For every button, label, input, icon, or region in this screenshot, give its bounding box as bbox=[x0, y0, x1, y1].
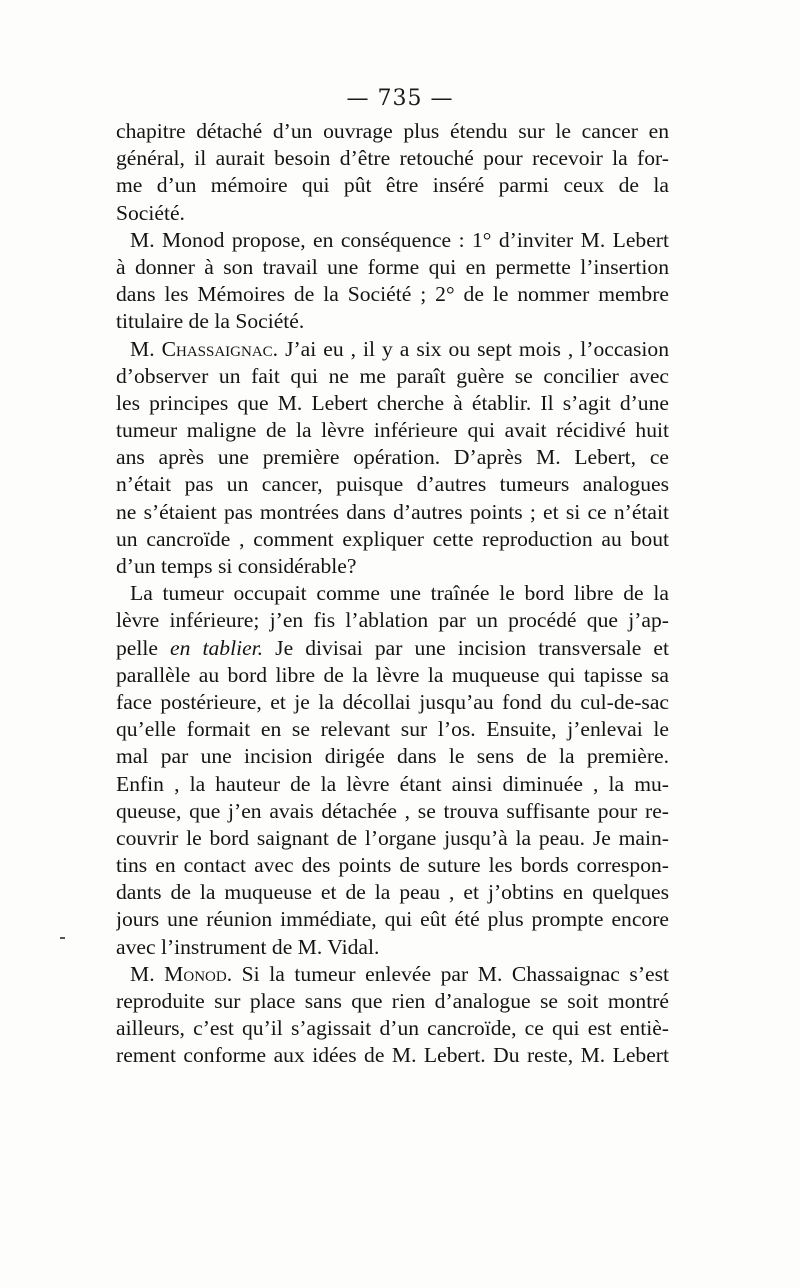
text-segment: M. bbox=[130, 336, 162, 361]
text-line bbox=[116, 934, 669, 961]
text-line bbox=[116, 1042, 669, 1069]
text-line bbox=[116, 281, 669, 308]
text-line bbox=[116, 689, 669, 716]
text-line bbox=[116, 200, 669, 227]
text-line bbox=[116, 852, 669, 879]
text-line bbox=[116, 145, 669, 172]
text-segment: Enfin , la hauteur de la lèvre étant ainsi diminuée , la mu- bbox=[116, 771, 669, 796]
text-segment: couvrir le bord saignant de l’organe jusqu’à la peau. Je main- bbox=[116, 825, 669, 850]
text-segment: tumeur maligne de la lèvre inférieure qui avait récidivé huit bbox=[116, 418, 669, 443]
text-segment: rement conforme aux idées de M. Lebert. Du reste, M. Lebert bbox=[116, 1043, 669, 1068]
text-segment: J’ai eu , il y a six ou sept mois , l’occasion bbox=[278, 336, 669, 361]
text-line bbox=[116, 444, 669, 471]
text-segment: chapitre détaché d’un ouvrage plus étendu sur le cancer en bbox=[116, 119, 669, 143]
text-line bbox=[116, 879, 669, 906]
text-line bbox=[116, 906, 669, 933]
text-line bbox=[116, 1015, 669, 1042]
text-line bbox=[116, 771, 669, 798]
text-segment: dants de la muqueuse et de la peau , et j’obtins en quelques bbox=[116, 880, 669, 905]
text-line bbox=[116, 580, 669, 607]
text-line bbox=[116, 526, 669, 553]
text-segment: parallèle au bord libre de la lèvre la muqueuse qui tapisse sa bbox=[116, 662, 669, 687]
text-line bbox=[116, 988, 669, 1015]
text-line bbox=[116, 390, 669, 417]
text-segment: ans après une première opération. D’après M. Lebert, ce bbox=[116, 445, 669, 470]
text-line bbox=[116, 227, 669, 254]
text-line bbox=[116, 363, 669, 390]
italic-term: en tablier. bbox=[170, 635, 264, 660]
margin-mark bbox=[60, 937, 65, 939]
text-segment: à donner à son travail une forme qui en permette l’insertion bbox=[116, 254, 669, 279]
text-line bbox=[116, 961, 669, 988]
text-segment: dans les Mémoires de la Société ; 2° de le nommer membre bbox=[116, 282, 669, 307]
text-line bbox=[116, 499, 669, 526]
text-segment: les principes que M. Lebert cherche à établir. Il s’agit d’une bbox=[116, 390, 669, 415]
text-segment: Je divisai par une incision transversale et bbox=[263, 635, 669, 660]
text-line bbox=[116, 308, 669, 335]
text-segment: jours une réunion immédiate, qui eût été plus prompte encore bbox=[116, 907, 669, 932]
text-segment: Si la tumeur enlevée par M. Chassaignac s’est bbox=[232, 961, 669, 986]
text-segment: d’un temps si considérable? bbox=[116, 554, 357, 578]
text-segment: La tumeur occupait comme une traînée le bord libre de la bbox=[130, 581, 669, 606]
text-segment: M. bbox=[130, 961, 165, 986]
text-line bbox=[116, 716, 669, 743]
text-line bbox=[116, 798, 669, 825]
text-line bbox=[116, 743, 669, 770]
text-segment: n’était pas un cancer, puisque d’autres tumeurs analogues bbox=[116, 472, 669, 497]
text-segment: mal par une incision dirigée dans le sens de la première. bbox=[116, 744, 669, 769]
text-segment: Société. bbox=[116, 200, 185, 225]
text-line bbox=[116, 471, 669, 498]
speaker-name: Monod. bbox=[164, 961, 233, 986]
text-line bbox=[116, 825, 669, 852]
text-segment: ailleurs, c’est qu’il s’agissait d’un cancroïde, ce qui est entiè- bbox=[116, 1016, 669, 1041]
text-segment: tins en contact avec des points de suture les bords correspon- bbox=[116, 853, 669, 878]
text-line bbox=[116, 254, 669, 281]
text-line bbox=[116, 553, 669, 580]
text-segment: lèvre inférieure; j’en fis l’ablation par un procédé que j’ap- bbox=[116, 608, 669, 633]
text-segment: face postérieure, et je la décollai jusqu’au fond du cul-de-sac bbox=[116, 689, 669, 714]
speaker-name: Chassaignac. bbox=[161, 336, 279, 361]
text-segment: queuse, que j’en avais détachée , se trouva suffisante pour re- bbox=[116, 798, 669, 823]
text-line bbox=[116, 607, 669, 634]
text-segment: un cancroïde , comment expliquer cette reproduction au bout bbox=[116, 526, 669, 551]
text-segment: M. Monod propose, en conséquence : 1° d’inviter M. Lebert bbox=[130, 227, 669, 252]
text-segment: qu’elle formait en se relevant sur l’os. Ensuite, j’enlevai le bbox=[116, 717, 669, 742]
text-segment: d’observer un fait qui ne me paraît guère se concilier avec bbox=[116, 363, 669, 388]
text-segment: ne s’étaient pas montrées dans d’autres points ; et si ce n’était bbox=[116, 499, 669, 524]
page-number: — 735 — bbox=[346, 86, 454, 111]
body-text bbox=[116, 118, 669, 1070]
text-line bbox=[116, 118, 669, 145]
text-line bbox=[116, 635, 669, 662]
text-line bbox=[116, 336, 669, 363]
text-segment: me d’un mémoire qui pût être inséré parmi ceux de la bbox=[116, 173, 669, 198]
text-segment: titulaire de la Société. bbox=[116, 309, 305, 334]
text-segment: avec l’instrument de M. Vidal. bbox=[116, 934, 380, 959]
text-segment: pelle bbox=[116, 635, 171, 660]
text-segment: général, il aurait besoin d’être retouché pour recevoir la for- bbox=[116, 146, 669, 171]
text-line bbox=[116, 662, 669, 689]
text-segment: reproduite sur place sans que rien d’analogue se soit montré bbox=[116, 989, 669, 1013]
text-line bbox=[116, 417, 669, 444]
text-line bbox=[116, 172, 669, 199]
